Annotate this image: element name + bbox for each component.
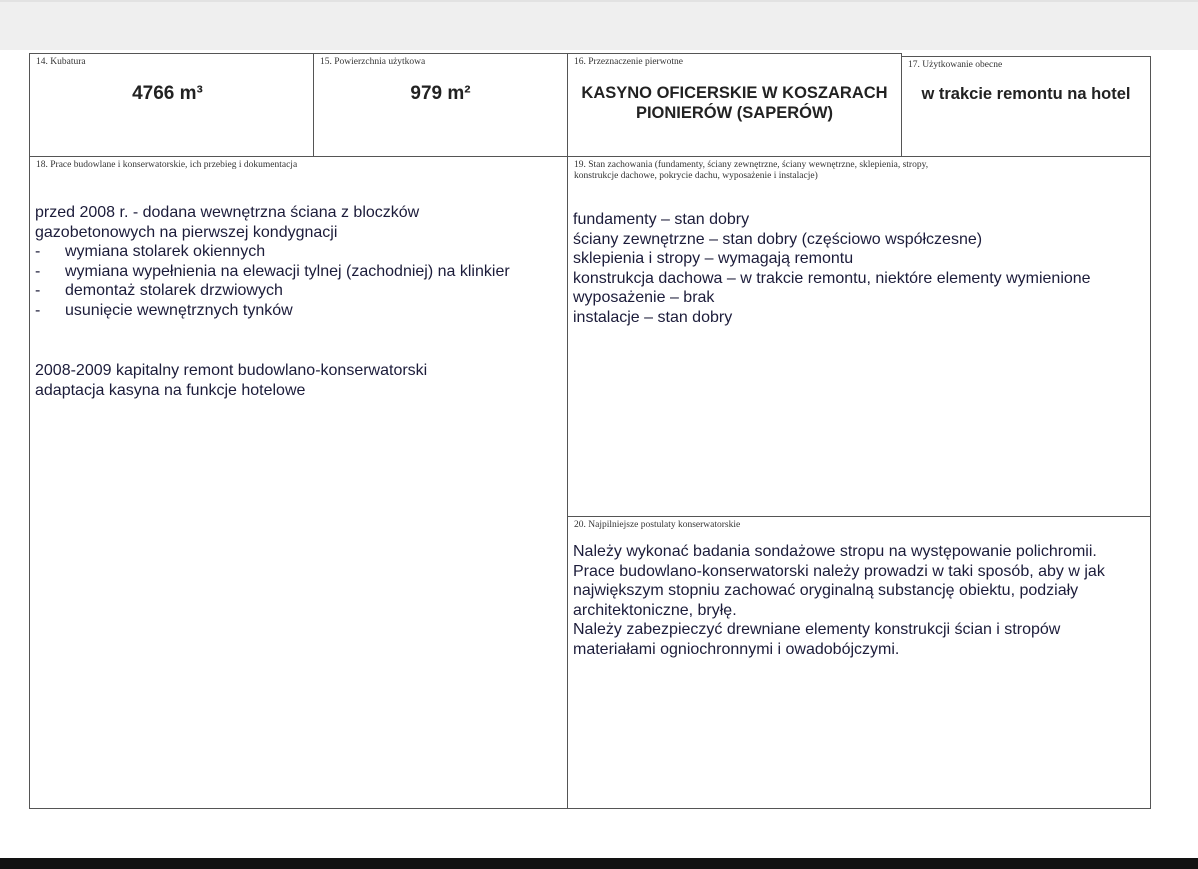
condition-line: konstrukcja dachowa – w trakcie remontu, niektóre elementy wymienione [573, 269, 1091, 287]
field-15-powierzchnia [313, 53, 568, 157]
field-19-label-line: konstrukcje dachowe, pokrycie dachu, wyposażenie i instalacje) [574, 171, 818, 181]
field-16-label: 16. Przeznaczenie pierwotne [574, 57, 683, 67]
bullet-item [35, 262, 561, 282]
field-17-uzytkowanie [901, 56, 1151, 157]
bullet-item [35, 301, 561, 321]
field-20-label: 20. Najpilniejsze postulaty konserwatorskie [574, 520, 741, 530]
condition-line: instalacje – stan dobry [573, 308, 733, 326]
field-19-label-line: 19. Stan zachowania (fundamenty, ściany zewnętrzne, ściany wewnętrzne, sklepienia, stropy, [574, 160, 929, 170]
postulat-line: Należy wykonać badania sondażowe stropu na występowanie polichromii. [573, 543, 1097, 560]
field-17-value: w trakcie remontu na hotel [921, 85, 1131, 103]
bullet-text: wymiana wypełnienia na elewacji tylnej (zachodniej) na klinkier [65, 262, 510, 280]
bullet-dash: - [35, 262, 41, 280]
remont-line: 2008-2009 kapitalny remont budowlano-konserwatorski [35, 362, 428, 379]
field-16-value-line1: KASYNO OFICERSKIE W KOSZARACH [581, 84, 888, 102]
bullet-dash: - [35, 243, 41, 260]
field-18-label: 18. Prace budowlane i konserwatorskie, ich przebieg i dokumentacja [36, 160, 298, 170]
bullet-dash: - [35, 301, 41, 319]
field-19-label [574, 160, 1144, 182]
bullet-text: wymiana stolarek okiennych [65, 243, 266, 260]
field-18-bullet-list [35, 242, 561, 320]
field-20-postulaty [567, 516, 1151, 809]
postulat-line: materiałami ogniochronnymi i owadobójczymi. [573, 640, 900, 658]
bullet-text: usunięcie wewnętrznych tynków [65, 301, 293, 319]
bullet-item [35, 281, 561, 301]
postulat-line: Prace budowlano-konserwatorski należy prowadzi w taki sposób, aby w jak [573, 562, 1105, 580]
field-16-value-line2: PIONIERÓW (SAPERÓW) [635, 104, 834, 122]
condition-line: fundamenty – stan dobry [573, 211, 750, 228]
field-20-text [573, 542, 1144, 659]
field-18-intro [35, 203, 561, 242]
bullet-text: demontaż stolarek drzwiowych [65, 282, 283, 299]
remont-line: adaptacja kasyna na funkcje hotelowe [35, 381, 306, 399]
intro-line: przed 2008 r. - dodana wewnętrzna ściana z bloczków [35, 204, 420, 221]
field-16-przeznaczenie [567, 53, 902, 157]
bullet-dash: - [35, 282, 41, 299]
intro-line: gazobetonowych na pierwszej kondygnacji [35, 223, 338, 241]
field-14-kubatura [29, 53, 314, 157]
field-14-value: 4766 m³ [132, 83, 203, 104]
postulat-line: Należy zabezpieczyć drewniane elementy konstrukcji ścian i stropów [573, 621, 1061, 638]
field-14-label: 14. Kubatura [36, 57, 86, 67]
scan-bottom-edge [0, 858, 1198, 869]
field-15-value: 979 m² [410, 83, 471, 104]
postulat-line: architektoniczne, bryłę. [573, 601, 737, 619]
field-19-list [573, 210, 1144, 327]
field-18-prace [29, 156, 568, 809]
postulat-line: największym stopniu zachować oryginalną substancję obiektu, podziały [573, 582, 1079, 599]
field-19-stan-zachowania [567, 156, 1151, 517]
condition-line: wyposażenie – brak [573, 289, 715, 306]
condition-line: sklepienia i stropy – wymagają remontu [573, 250, 854, 267]
scan-top-margin [0, 0, 1198, 52]
bullet-item [35, 242, 561, 262]
field-15-label: 15. Powierzchnia użytkowa [320, 57, 426, 67]
field-18-remont [35, 361, 561, 400]
field-17-label: 17. Użytkowanie obecne [908, 60, 1003, 70]
condition-line: ściany zewnętrzne – stan dobry (częściowo współczesne) [573, 230, 983, 248]
